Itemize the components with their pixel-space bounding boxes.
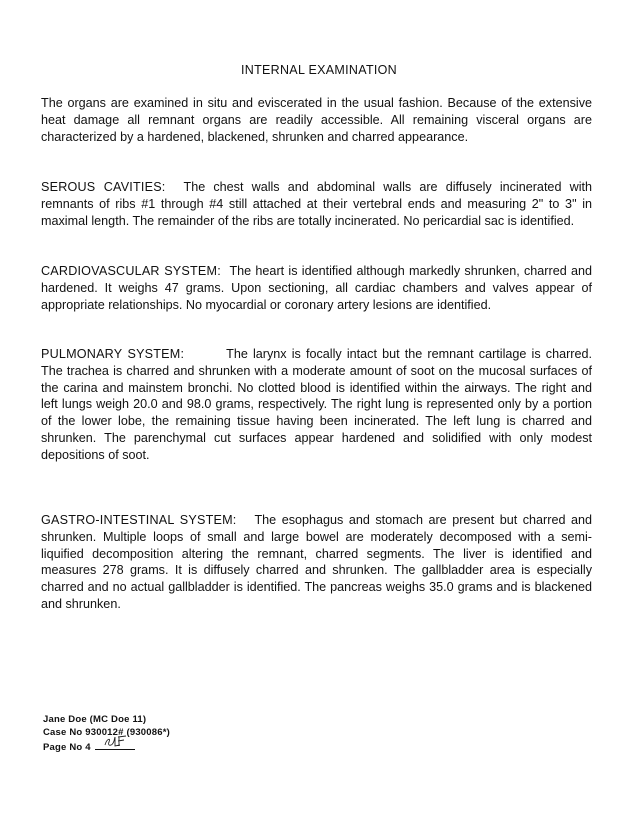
intro-paragraph: The organs are examined in situ and eviscerated in the usual fashion. Because of the extensive heat damage all remnant organs are readily accessible. All remaining visceral organs are characterized by a hardened, blackened, shrunken and charred appearance.	[41, 96, 592, 144]
footer-page-number: Page No 4	[43, 742, 91, 753]
cardiovascular-section	[41, 263, 592, 313]
gastrointestinal-section	[41, 512, 592, 613]
footer-page-line	[43, 739, 170, 754]
pulmonary-section	[41, 346, 592, 464]
document-footer	[43, 713, 170, 754]
page-title: INTERNAL EXAMINATION	[240, 63, 398, 77]
gastrointestinal-text: The esophagus and stomach are present but charred and shrunken. Multiple loops of small and large bowel are moderately decomposed with a semi-liquified decomposition altering the remnant, charred segments. The liver is identified and measures 278 grams. It is diffusely charred and shrunken. The gallbladder area is especially charred and no actual gallbladder is identified. The pancreas weighs 35.0 grams and is blackened and shrunken.	[41, 513, 592, 611]
pulmonary-text: The larynx is focally intact but the remnant cartilage is charred. The trachea is charred and shrunken with a moderate amount of soot on the mucosal surfaces of the carina and mainstem bronchi. No clotted blood is identified within the airways. The right and left lungs weigh 20.0 and 98.0 grams, respectively. The right lung is represented only by a portion of the lower lobe, the remaining tissue having been incinerated. The left lung is charred and shrunken. The parenchymal cut surfaces appear hardened and solidified with only modest depositions of soot.	[41, 347, 592, 462]
footer-case-number: Case No 930012# (930086*)	[43, 727, 171, 738]
gastrointestinal-heading: GASTRO-INTESTINAL SYSTEM:	[41, 513, 237, 527]
pulmonary-heading: PULMONARY SYSTEM:	[41, 347, 185, 361]
footer-name: Jane Doe (MC Doe 11)	[43, 714, 147, 725]
serous-cavities-section	[41, 179, 592, 229]
cardiovascular-heading: CARDIOVASCULAR SYSTEM:	[41, 264, 221, 278]
cardiovascular-text: The heart is identified although markedly shrunken, charred and hardened. It weighs 47 grams. Upon sectioning, all cardiac chambers and valves appear of appropriate relationships. No myocardial or coronary artery lesions are identified.	[41, 264, 592, 312]
serous-cavities-heading: SEROUS CAVITIES:	[41, 180, 166, 194]
serous-cavities-text: The chest walls and abdominal walls are diffusely incinerated with remnants of ribs #1 through #4 still attached at their vertebral ends and measuring 2" to 3" in maximal length. The remainder of the ribs are totally incinerated. No pericardial sac is identified.	[41, 180, 592, 228]
handwritten-initials-signature	[95, 739, 135, 750]
